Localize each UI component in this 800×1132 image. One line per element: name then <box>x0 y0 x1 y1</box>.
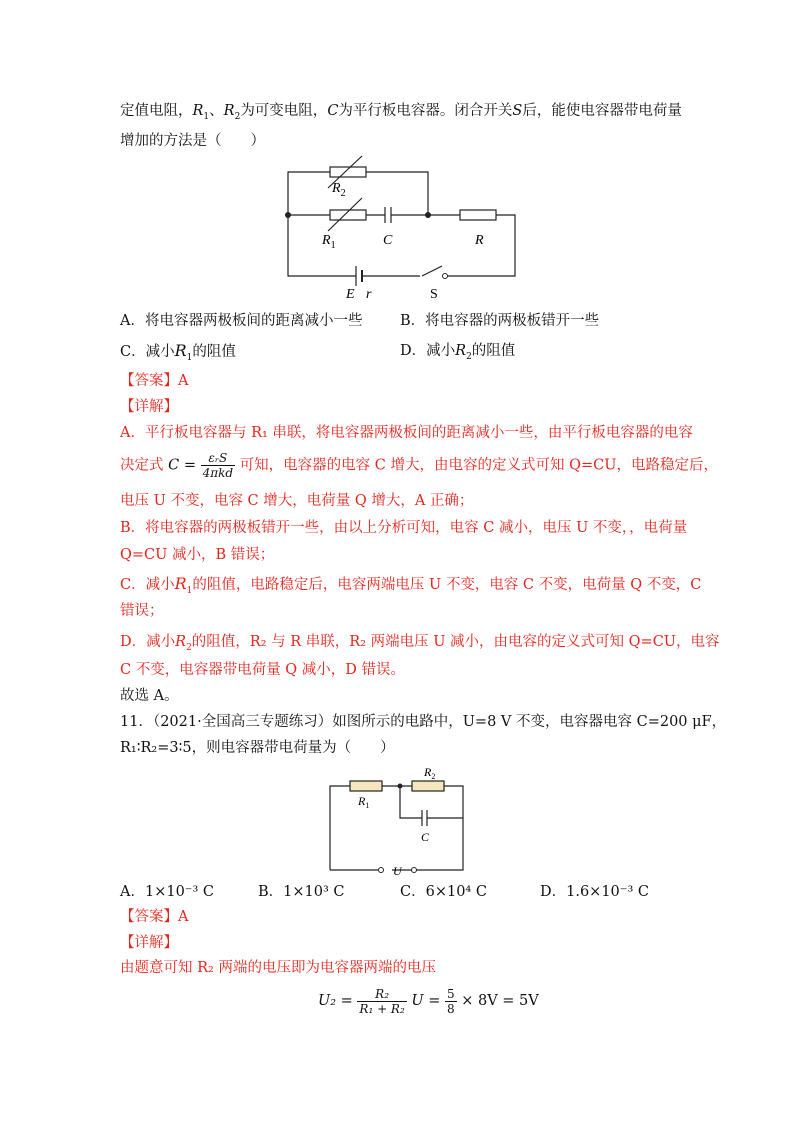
q11-wire-left <box>330 786 350 870</box>
q11-label-r1: $R_1$ <box>358 794 370 810</box>
q10-label-s: S <box>430 287 438 302</box>
q10-circuit-diagram <box>270 152 530 302</box>
q10-option-d: D．减小$R_2$的阻值 <box>400 343 516 362</box>
q10-switch-blade <box>422 266 442 276</box>
q10-answer: 【答案】A <box>120 373 189 389</box>
q11-exp-line1: 由题意可知 R₂ 两端的电压即为电容器两端的电压 <box>120 960 436 976</box>
q10-option-c: C．减小$R_1$的阻值 <box>120 341 236 363</box>
q10-exp-a-line1: A．平行板电容器与 R₁ 串联，将电容器两极板间的距离减小一些，由平行板电容器的电容 <box>120 425 693 441</box>
q10-r-resistor <box>460 210 496 220</box>
q10-label-c: C <box>383 233 393 248</box>
q10-stem-line1: 定值电阻，$R_1$、$R_2$为可变电阻，C为平行板电容器。闭合开关S后，能使电容器带电荷量 <box>120 103 682 122</box>
q11-terminal-right <box>412 868 417 873</box>
q11-detail-label: 【详解】 <box>120 935 178 951</box>
q10-exp-c-line2: 错误； <box>120 603 164 619</box>
q11-wire-right <box>392 786 463 870</box>
q10-conclusion: 故选 A。 <box>120 688 179 704</box>
q11-circuit-diagram <box>320 760 480 878</box>
q10-capacitance-formula: $\frac{\text{εᵣS}}{\text{4πkd}}$ <box>202 451 234 480</box>
q11-option-c: C．6×10⁴ C <box>400 884 487 900</box>
q11-option-b: B．1×10³ C <box>258 884 345 900</box>
q11-label-r2: $R_2$ <box>424 765 436 781</box>
q10-label-r: R <box>475 233 484 248</box>
q10-label-e: E <box>346 287 355 302</box>
q11-node <box>398 784 403 789</box>
q11-voltage-formula: U₂ = $\frac{\text{R₂}}{\text{R₁ + R₂}}$ U = $\frac{5}{8}$ × 8V = 5V <box>318 986 539 1016</box>
q11-label-c: C <box>421 830 430 844</box>
q10-exp-a-line3: 电压 U 不变，电容 C 增大，电荷量 Q 增大，A 正确； <box>120 493 474 509</box>
q10-exp-a-line2: 决定式 C = $\frac{\text{εᵣS}}{\text{4πkd}}$ 可知，电容器的电容 C 增大，由电容的定义式可知 Q=CU，电路稳定后， <box>120 451 718 480</box>
q11-option-a: A．1×10⁻³ C <box>120 884 214 900</box>
q10-exp-c-line1: C．减小$R_1$的阻值，电路稳定后，电容两端电压 U 不变，电容 C 不变，电荷量 Q 不变，C <box>120 574 702 596</box>
q10-label-r2: $R_2$ <box>332 181 346 199</box>
q10-node-right <box>425 212 431 218</box>
q11-answer: 【答案】A <box>120 909 189 925</box>
q10-option-a: A．将电容器两极板间的距离减小一些 <box>120 313 363 329</box>
q10-option-b: B．将电容器的两极板错开一些 <box>400 313 600 329</box>
q10-exp-d-line1: D．减小$R_2$的阻值，R₂ 与 R 串联，R₂ 两端电压 U 减小，由电容的定义式可知 Q=CU，电容 <box>120 634 720 653</box>
q10-exp-d-line2: C 不变，电容器带电荷量 Q 减小，D 错误。 <box>120 662 406 678</box>
q10-wire-top <box>288 172 330 215</box>
q10-stem-line2: 增加的方法是（ ） <box>120 133 265 149</box>
q11-r1-resistor <box>350 781 382 791</box>
q11-stem-line2: R₁∶R₂=3∶5，则电容器带电荷量为（ ） <box>120 740 395 756</box>
q10-label-internal-r: r <box>366 287 372 302</box>
q11-r2-resistor <box>412 781 444 791</box>
q10-exp-b-line2: Q=CU 减小，B 错误； <box>120 547 275 563</box>
q10-label-r1: $R_1$ <box>322 233 336 251</box>
q11-option-d: D．1.6×10⁻³ C <box>540 884 649 900</box>
q10-node-left <box>285 212 291 218</box>
q10-exp-b-line1: B．将电容器的两极板错开一些，由以上分析可知，电容 C 减小，电压 U 不变，，电荷量 <box>120 520 688 536</box>
q11-terminal-left <box>379 868 384 873</box>
q10-wire-top-right <box>366 172 428 215</box>
q10-detail-label: 【详解】 <box>120 399 178 415</box>
q11-stem-line1: 11．（2021·全国高三专题练习）如图所示的电路中，U=8 V 不变，电容器电容 C=200 μF， <box>120 714 727 730</box>
q10-switch-contact <box>443 274 448 279</box>
q11-label-u: U <box>393 864 402 878</box>
